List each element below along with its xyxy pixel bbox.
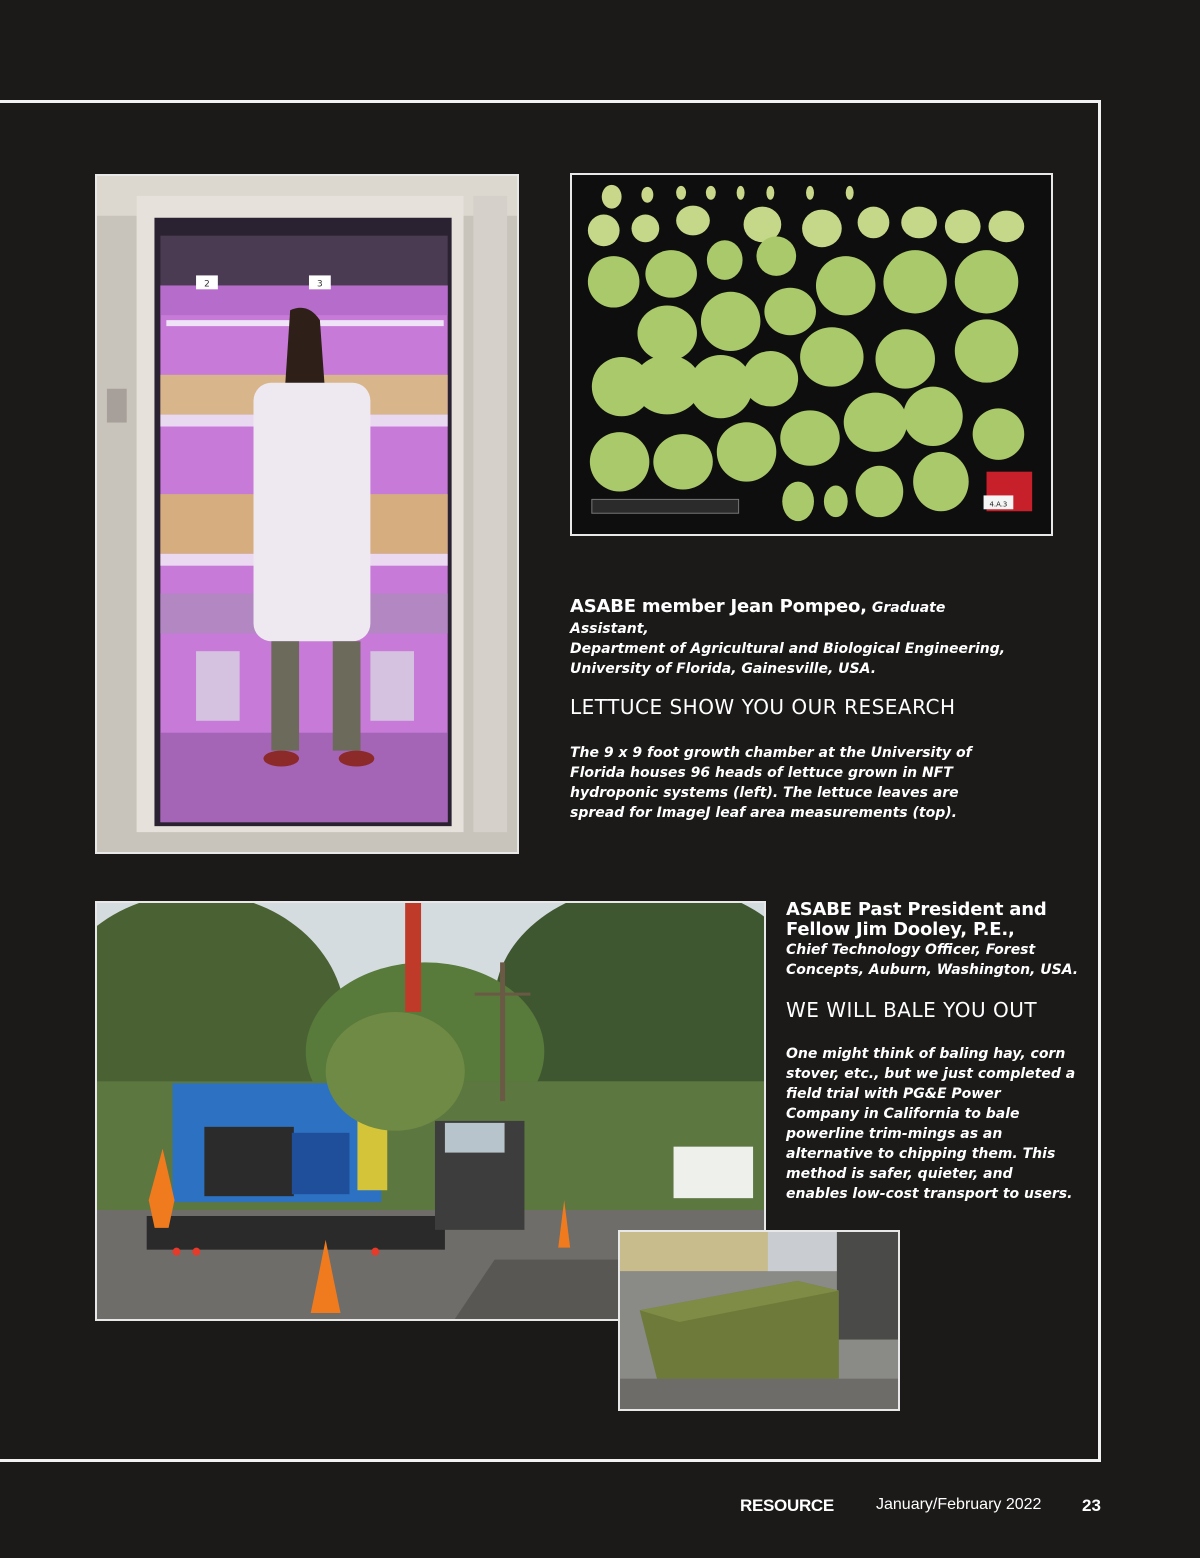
author-role-dooley: Chief Technology Officer, Forest Concepts, Auburn, Washington, USA. bbox=[786, 942, 1079, 978]
story-heading-bale: WE WILL BALE YOU OUT bbox=[786, 998, 1038, 1022]
story-bale bbox=[786, 900, 1081, 1204]
issue-date: January/February 2022 bbox=[876, 1496, 1042, 1513]
page-footer bbox=[0, 1496, 1200, 1520]
author-role-inline: Graduate Assistant, bbox=[570, 600, 946, 637]
story-body-bale: One might think of baling hay, corn stover, etc., but we just completed a field trial with PG&E Power Company in California to bale powerline trim-mings as an alternative to chipping them. This method is safer, quieter, and enables low-cost transport to users. bbox=[786, 1046, 1076, 1202]
chamber-label-3: 3 bbox=[317, 279, 323, 290]
story-lettuce bbox=[570, 596, 1020, 823]
sample-tag: 4.A.3 bbox=[989, 500, 1008, 509]
bale-photo bbox=[618, 1230, 900, 1411]
page-number: 23 bbox=[1082, 1496, 1101, 1515]
author-affiliation: Department of Agricultural and Biological Engineering, University of Florida, Gainesville, USA. bbox=[570, 641, 1006, 677]
story-body-lettuce: The 9 x 9 foot growth chamber at the University of Florida houses 96 heads of lettuce grown in NFT hydroponic systems (left). The lettuce leaves are spread for ImageJ leaf area measurements (top). bbox=[570, 745, 972, 821]
author-name-pompeo: ASABE member Jean Pompeo, bbox=[570, 596, 867, 617]
story-heading-lettuce: LETTUCE SHOW YOU OUR RESEARCH bbox=[570, 695, 956, 719]
chamber-label-2: 2 bbox=[204, 279, 210, 290]
growth-chamber-photo bbox=[95, 174, 519, 854]
publication-name: RESOURCE bbox=[740, 1496, 834, 1515]
lettuce-leaves-photo bbox=[570, 173, 1053, 536]
author-name-dooley: ASABE Past President and Fellow Jim Dooley, P.E., bbox=[786, 899, 1047, 940]
